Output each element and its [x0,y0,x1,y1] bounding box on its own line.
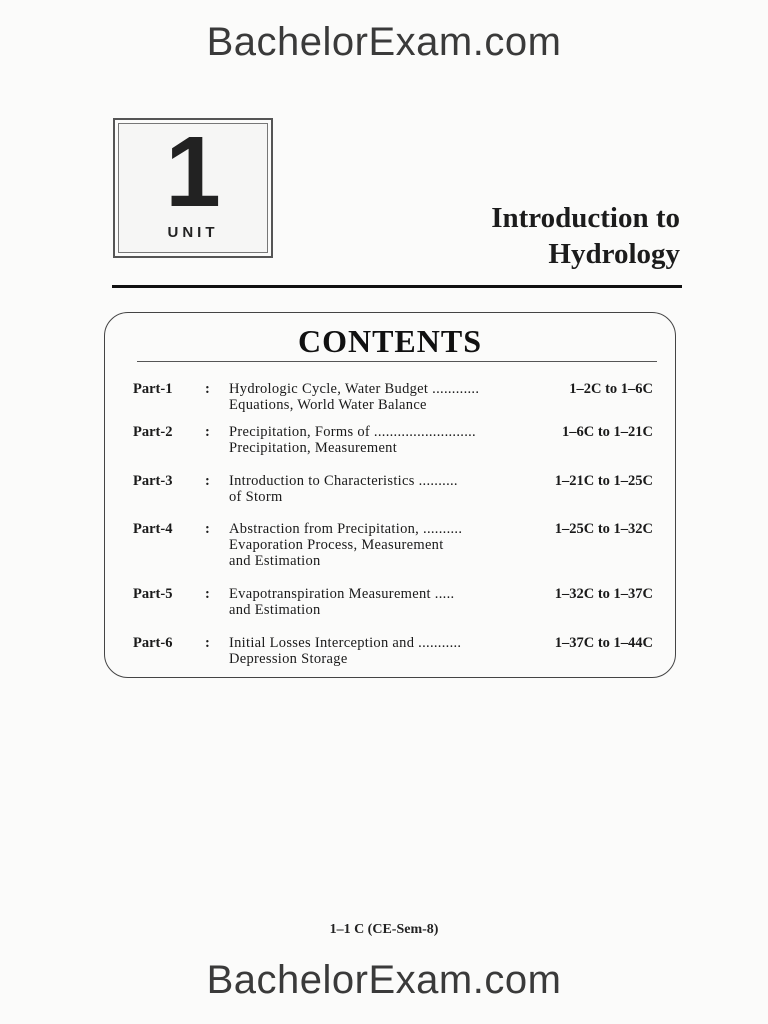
part-description-line: Initial Losses Interception and ........... [229,635,462,651]
part-separator: : [205,381,210,397]
page-range: 1–6C to 1–21C [561,424,653,440]
page-range: 1–21C to 1–25C [554,473,653,489]
watermark-bottom: BachelorExam.com [206,958,562,1002]
page-range: 1–37C to 1–44C [554,635,653,651]
part-description [229,473,519,505]
page-range: 1–25C to 1–32C [554,521,653,537]
part-label: Part-3 [133,473,173,489]
part-description-line: Precipitation, Forms of .......................... [229,424,476,440]
part-description [229,521,519,569]
part-description-line: Depression Storage [229,651,348,667]
unit-number: 1 [165,116,221,228]
part-separator: : [205,424,210,440]
part-description [229,424,519,456]
contents-divider [137,361,657,362]
part-description-line: Introduction to Characteristics .......... [229,473,458,489]
part-description-line: Evapotranspiration Measurement ..... [229,586,455,602]
contents-heading: CONTENTS [297,323,483,359]
page-range: 1–2C to 1–6C [569,381,653,397]
page-range: 1–32C to 1–37C [554,586,653,602]
chapter-title-line1: Introduction to [491,202,680,234]
part-label: Part-5 [133,586,173,602]
part-description-line: Precipitation, Measurement [229,440,398,456]
part-description [229,381,519,413]
part-label: Part-2 [133,424,173,440]
part-separator: : [205,635,210,651]
chapter-title [491,200,680,272]
part-description-line: of Storm [229,489,283,505]
part-label: Part-1 [133,381,173,397]
chapter-title-line2: Hydrology [548,238,680,270]
part-label: Part-4 [133,521,173,537]
part-label: Part-6 [133,635,173,651]
title-divider [112,285,682,288]
part-description [229,586,519,618]
part-description [229,635,519,667]
unit-badge [113,118,273,258]
part-description-line: Evaporation Process, Measurement [229,537,444,553]
part-separator: : [205,473,210,489]
part-separator: : [205,586,210,602]
part-description-line: Hydrologic Cycle, Water Budget ............ [229,381,480,397]
contents-panel [104,312,676,678]
watermark-top: BachelorExam.com [206,20,562,64]
part-description-line: Abstraction from Precipitation, .......... [229,521,463,537]
part-separator: : [205,521,210,537]
part-description-line: Equations, World Water Balance [229,397,427,413]
page-footer: 1–1 C (CE-Sem-8) [329,922,439,937]
part-description-line: and Estimation [229,553,321,569]
part-description-line: and Estimation [229,602,321,618]
unit-label: UNIT [167,224,219,241]
